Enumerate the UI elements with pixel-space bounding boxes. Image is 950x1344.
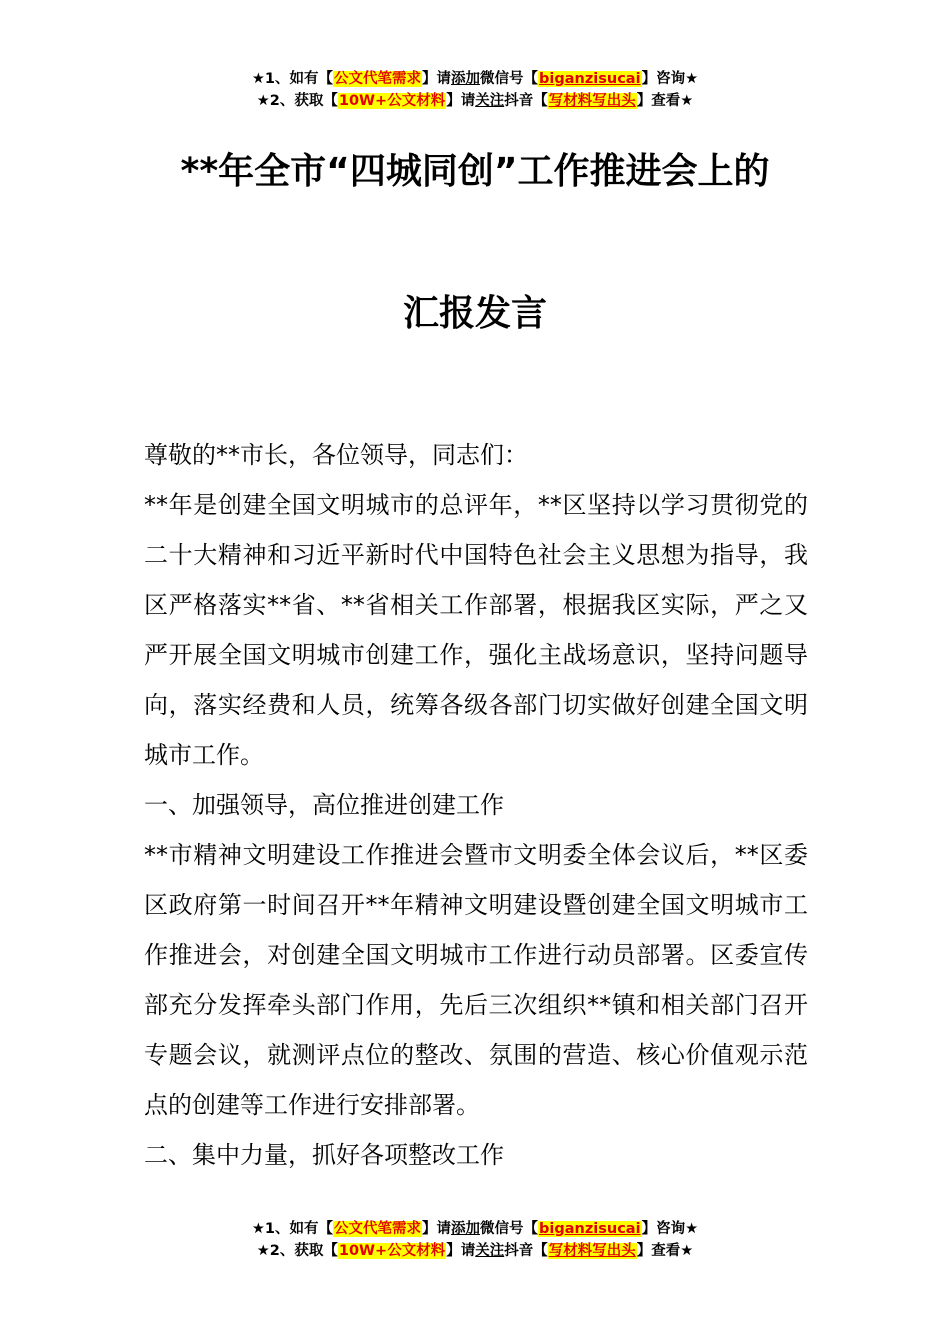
banner-text: 抖音【 <box>504 1243 548 1259</box>
header-banner <box>0 68 950 112</box>
document-body <box>144 430 808 1180</box>
banner-line-2 <box>0 90 950 112</box>
banner-text: 微信号【 <box>480 71 539 87</box>
wechat-id-link[interactable]: biganzisucai <box>539 1221 641 1237</box>
section-heading: 二、集中力量，抓好各项整改工作 <box>144 1141 504 1169</box>
banner-underlined: 添加 <box>451 71 481 87</box>
banner-text: 】查看★ <box>636 1243 694 1259</box>
banner-text: ★1、如有【 <box>251 1221 334 1237</box>
paragraph: **年是创建全国文明城市的总评年，**区坚持以学习贯彻党的二十大精神和习近平新时代中国特色社会主义思想为指导，我区严格落实**省、**省相关工作部署，根据我区实际，严之又严开展全国文明城市创建工作，强化主战场意识，坚持问题导向，落实经费和人员，统筹各级各部门切实做好创建全国文明城市工作。 <box>144 491 808 769</box>
banner-underlined: 添加 <box>451 1221 481 1237</box>
document-title-line-2: 汇报发言 <box>402 293 547 334</box>
banner-text: 】咨询★ <box>641 1221 699 1237</box>
banner-text: 】咨询★ <box>641 71 699 87</box>
banner-line-2 <box>0 1240 950 1262</box>
salutation: 尊敬的**市长，各位领导，同志们： <box>144 441 528 469</box>
document-title-line-1: **年全市“四城同创”工作推进会上的 <box>180 151 770 192</box>
banner-text: ★2、获取【 <box>256 93 338 109</box>
section-heading: 一、加强领导，高位推进创建工作 <box>144 791 504 819</box>
banner-text: 抖音【 <box>504 93 548 109</box>
douyin-account-link[interactable]: 写材料写出头 <box>548 1243 636 1259</box>
banner-text: 】请 <box>446 93 476 109</box>
banner-line-1 <box>0 68 950 90</box>
service-highlight: 公文代笔需求 <box>334 1221 422 1237</box>
footer-banner <box>0 1218 950 1262</box>
banner-underlined: 关注 <box>475 1243 505 1259</box>
banner-text: 】请 <box>422 1221 452 1237</box>
banner-line-1 <box>0 1218 950 1240</box>
banner-text: 】请 <box>422 71 452 87</box>
service-highlight: 公文代笔需求 <box>334 71 422 87</box>
banner-underlined: 关注 <box>475 93 505 109</box>
douyin-account-link[interactable]: 写材料写出头 <box>548 93 636 109</box>
materials-highlight: 10W+公文材料 <box>338 1243 446 1259</box>
wechat-id-link[interactable]: biganzisucai <box>539 71 641 87</box>
banner-text: 】查看★ <box>636 93 694 109</box>
banner-text: 】请 <box>446 1243 476 1259</box>
materials-highlight: 10W+公文材料 <box>338 93 446 109</box>
banner-text: ★1、如有【 <box>251 71 334 87</box>
banner-text: 微信号【 <box>480 1221 539 1237</box>
paragraph: **市精神文明建设工作推进会暨市文明委全体会议后，**区委区政府第一时间召开**年精神文明建设暨创建全国文明城市工作推进会，对创建全国文明城市工作进行动员部署。区委宣传部充分发挥牵头部门作用，先后三次组织**镇和相关部门召开专题会议，就测评点位的整改、氛围的营造、核心价值观示范点的创建等工作进行安排部署。 <box>144 841 808 1119</box>
banner-text: ★2、获取【 <box>256 1243 338 1259</box>
